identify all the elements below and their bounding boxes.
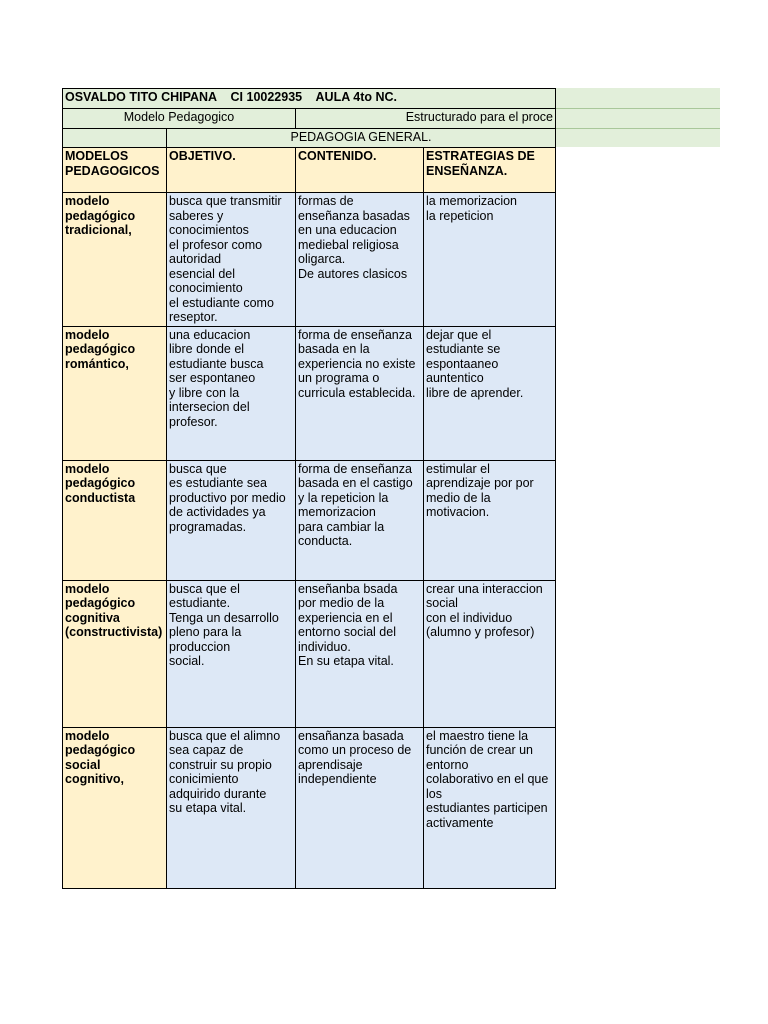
column-header-models[interactable]: MODELOS PEDAGOGICOS (63, 148, 167, 193)
section-spacer-cell[interactable] (63, 129, 167, 148)
table-row (63, 580, 556, 727)
strategies-cell[interactable]: crear una interaccion social con el individuo (alumno y profesor) (424, 580, 556, 727)
strategies-cell[interactable]: estimular el aprendizaje por por medio de la motivacion. (424, 460, 556, 580)
objective-cell[interactable]: una educacion libre donde el estudiante busca ser espontaneo y libre con la intersecion del profesor. (167, 326, 296, 460)
section-title[interactable]: PEDAGOGIA GENERAL. (167, 129, 556, 148)
content-cell[interactable]: ensañanza basada como un proceso de aprendisaje independiente (296, 727, 424, 888)
model-name-cell[interactable]: modelo pedagógico conductista (63, 460, 167, 580)
strategies-cell[interactable]: el maestro tiene la función de crear un entorno colaborativo en el que los estudiantes participen activamente (424, 727, 556, 888)
model-name-cell[interactable]: modelo pedagógico tradicional, (63, 193, 167, 327)
column-header-content[interactable]: CONTENIDO. (296, 148, 424, 193)
header-band-divider (555, 108, 720, 109)
objective-cell[interactable]: busca que transmitir saberes y conocimientos el profesor como autoridad esencial del conocimiento el estudiante como reseptor. (167, 193, 296, 327)
model-name-cell[interactable]: modelo pedagógico cognitiva (constructivista) (63, 580, 167, 727)
content-cell[interactable]: formas de enseñanza basadas en una educacion mediebal religiosa oligarca. De autores clasicos (296, 193, 424, 327)
objective-cell[interactable]: busca que es estudiante sea productivo por medio de actividades ya programadas. (167, 460, 296, 580)
header-band-divider (555, 128, 720, 129)
objective-cell[interactable]: busca que el alimno sea capaz de construir su propio conicimiento adquirido durante su etapa vital. (167, 727, 296, 888)
subheader-model[interactable]: Modelo Pedagogico (63, 109, 296, 129)
table-row (63, 727, 556, 888)
content-cell[interactable]: forma de enseñanza basada en la experiencia no existe un programa o curricula establecida. (296, 326, 424, 460)
table-row (63, 460, 556, 580)
strategies-cell[interactable]: dejar que el estudiante se espontaaneo auntentico libre de aprender. (424, 326, 556, 460)
column-header-objective[interactable]: OBJETIVO. (167, 148, 296, 193)
subheader-structured[interactable]: Estructurado para el proce (296, 109, 556, 129)
table-row (63, 193, 556, 327)
sheet-title[interactable]: OSVALDO TITO CHIPANA CI 10022935 AULA 4to NC. (63, 89, 556, 109)
header-band-extension (555, 88, 720, 147)
pedagogy-table (62, 88, 556, 889)
objective-cell[interactable]: busca que el estudiante. Tenga un desarrollo pleno para la produccion social. (167, 580, 296, 727)
table-row (63, 326, 556, 460)
model-name-cell[interactable]: modelo pedagógico social cognitivo, (63, 727, 167, 888)
strategies-cell[interactable]: la memorizacion la repeticion (424, 193, 556, 327)
content-cell[interactable]: enseñanba bsada por medio de la experiencia en el entorno social del individuo. En su etapa vital. (296, 580, 424, 727)
content-cell[interactable]: forma de enseñanza basada en el castigo y la repeticion la memorizacion para cambiar la conducta. (296, 460, 424, 580)
column-header-strategies[interactable]: ESTRATEGIAS DE ENSEÑANZA. (424, 148, 556, 193)
model-name-cell[interactable]: modelo pedagógico romántico, (63, 326, 167, 460)
